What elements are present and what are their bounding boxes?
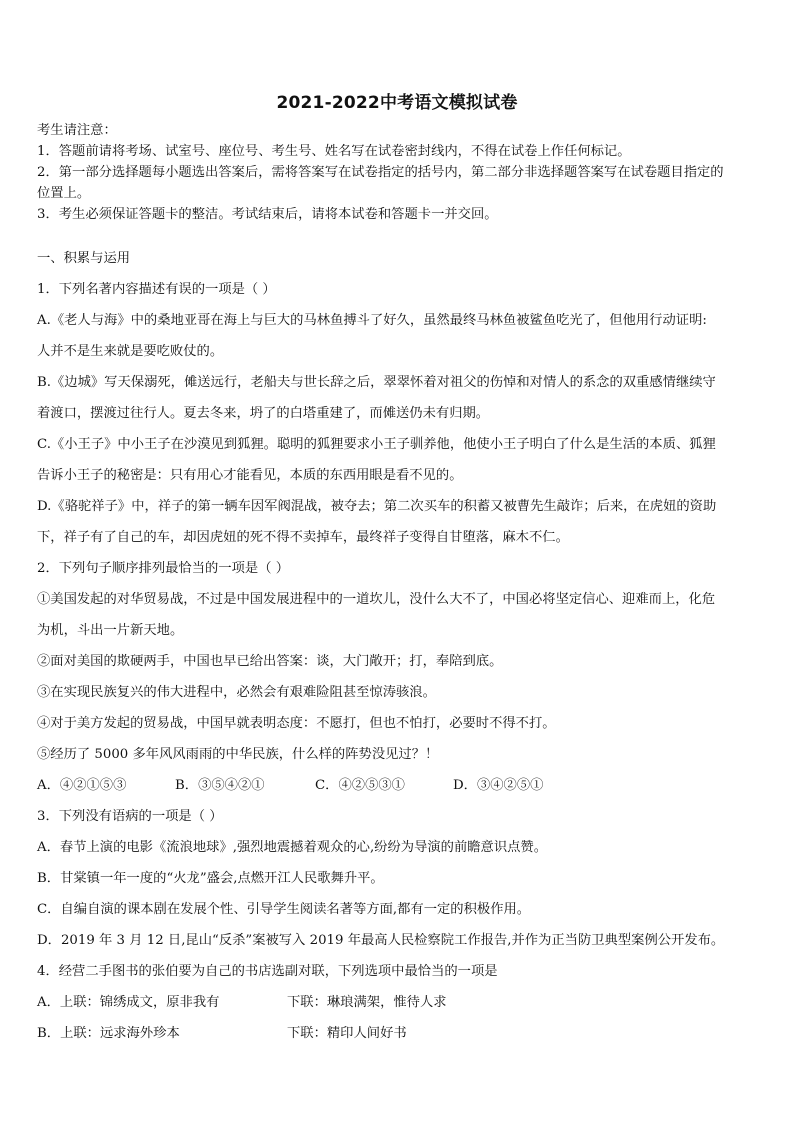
question-2-stem: 2．下列句子顺序排列最恰当的一项是（ ） xyxy=(37,561,290,576)
lower-couplet: 下联：精印人间好书 xyxy=(287,1026,407,1041)
page-title: 2021-2022中考语文模拟试卷 xyxy=(276,93,518,113)
question-1-stem: 1．下列名著内容描述有误的一项是（ ） xyxy=(37,282,276,297)
question-2-line: ①美国发起的对华贸易战，不过是中国发展进程中的一道坎儿，没什么大不了，中国必将坚定信心、迎难而上，化危 xyxy=(37,592,716,607)
question-2-line: 为机，斗出一片新天地。 xyxy=(37,623,184,638)
exam-notice xyxy=(37,120,762,225)
lower-couplet: 下联：琳琅满架，惟待人求 xyxy=(287,995,447,1010)
question-1-line: 下，祥子有了自己的车，却因虎妞的死不得不卖掉车，最终祥子变得自甘堕落，麻木不仁。 xyxy=(37,530,569,545)
notice-item: 3．考生必须保证答题卡的整洁。考试结束后，请将本试卷和答题卡一并交回。 xyxy=(37,207,498,222)
question-3-line: D．2019 年 3 月 12 日,昆山“反杀”案被写入 2019 年最高人民检察院工作报告,并作为正当防卫典型案例公开发布。 xyxy=(37,933,725,948)
question-1-line: B.《边城》写天保溺死，傩送远行，老船夫与世长辞之后，翠翠怀着对祖父的伤悼和对情人的系念的双重感情继续守 xyxy=(37,375,716,390)
upper-couplet: B．上联：远求海外珍本 xyxy=(37,1026,180,1041)
question-1-line: D.《骆驼祥子》中，祥子的第一辆车因军阀混战，被夺去；第二次买车的积蓄又被曹先生敲诈；后来，在虎妞的资助 xyxy=(37,499,717,514)
question-2-line: ②面对美国的欺硬两手，中国也早已给出答案：谈，大门敞开；打，奉陪到底。 xyxy=(37,654,503,669)
option-b: B．③⑤④②① xyxy=(175,778,265,793)
question-3-line: A．春节上演的电影《流浪地球》,强烈地震撼着观众的心,纷纷为导演的前瞻意识点赞。 xyxy=(37,840,548,855)
question-2-line: ④对于美方发起的贸易战，中国早就表明态度：不愿打，但也不怕打，必要时不得不打。 xyxy=(37,716,556,731)
question-2-line: ⑤经历了 5000 多年风风雨雨的中华民族，什么样的阵势没见过？！ xyxy=(37,747,439,762)
question-1-line: C.《小王子》中小王子在沙漠见到狐狸。聪明的狐狸要求小王子驯养他，他使小王子明白了什么是生活的本质、狐狸 xyxy=(37,437,716,452)
question-3-line: C．自编自演的课本剧在发展个性、引导学生阅读名著等方面,都有一定的积极作用。 xyxy=(37,902,531,917)
question-4-stem: 4．经营二手图书的张伯要为自己的书店选副对联，下列选项中最恰当的一项是 xyxy=(37,964,498,979)
notice-item: 1．答题前请将考场、试室号、座位号、考生号、姓名写在试卷密封线内，不得在试卷上作任何标记。 xyxy=(37,144,631,159)
exam-content xyxy=(37,243,762,1049)
notice-item: 位置上。 xyxy=(37,186,91,201)
question-3-line: B．甘棠镇一年一度的“火龙”盛会,点燃开江人民歌舞升平。 xyxy=(37,871,384,886)
notice-heading: 考生请注意： xyxy=(37,123,117,138)
question-1-line: 告诉小王子的秘密是：只有用心才能看见，本质的东西用眼是看不见的。 xyxy=(37,468,463,483)
question-2-line: ③在实现民族复兴的伟大进程中，必然会有艰难险阻甚至惊涛骇浪。 xyxy=(37,685,436,700)
question-2-options xyxy=(37,770,762,801)
question-1-line: 人并不是生来就是要吃败仗的。 xyxy=(37,344,224,359)
option-d: D．③④②⑤① xyxy=(453,778,544,793)
option-c: C．④②⑤③① xyxy=(315,778,405,793)
option-a: A．④②①⑤③ xyxy=(37,778,127,793)
question-1-line: A.《老人与海》中的桑地亚哥在海上与巨大的马林鱼搏斗了好久，虽然最终马林鱼被鲨鱼吃光了，但他用行动证明: xyxy=(37,313,707,328)
notice-item: 2．第一部分选择题每小题选出答案后，需将答案写在试卷指定的括号内，第二部分非选择题答案写在试卷题目指定的 xyxy=(37,165,724,180)
question-4-option-b xyxy=(37,1018,762,1049)
upper-couplet: A．上联：锦绣成文，原非我有 xyxy=(37,995,220,1010)
question-3-stem: 3．下列没有语病的一项是（ ） xyxy=(37,809,223,824)
section-heading: 一、积累与运用 xyxy=(37,251,131,266)
question-1-line: 着渡口，摆渡过往行人。夏去冬来，坍了的白塔重建了，而傩送仍未有归期。 xyxy=(37,406,490,421)
question-4-option-a xyxy=(37,987,762,1018)
